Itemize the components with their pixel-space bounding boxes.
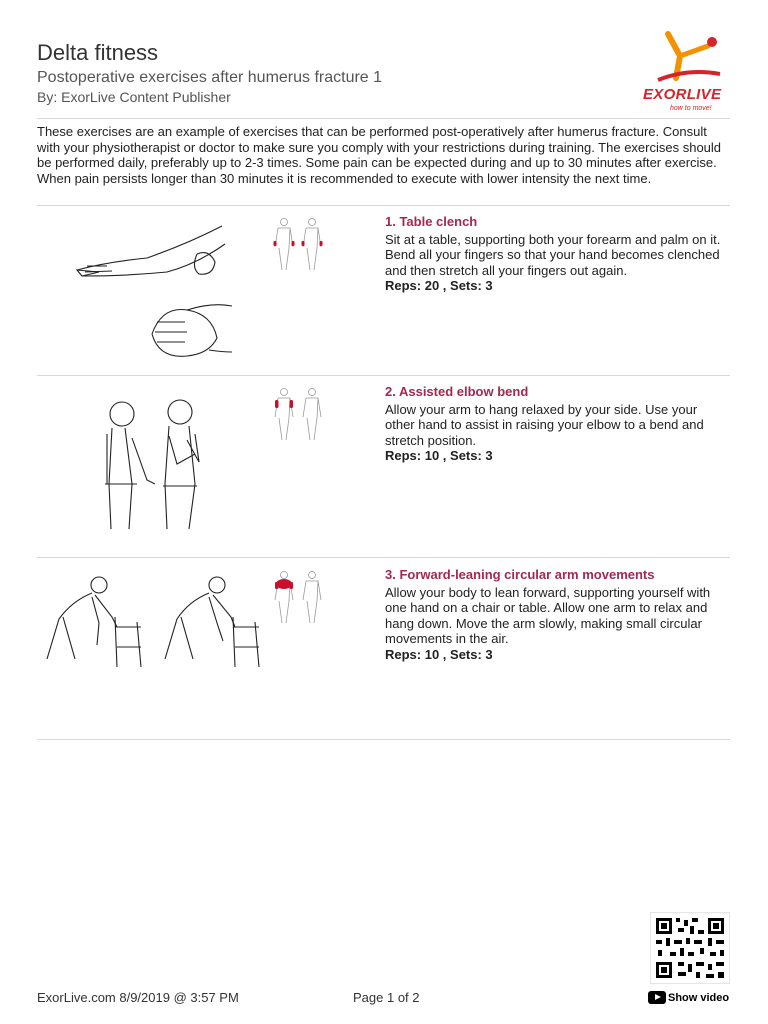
- page-subtitle: Postoperative exercises after humerus fracture 1: [37, 69, 383, 86]
- header-divider: [37, 118, 730, 119]
- exercise-1-reps: Reps: 20 , Sets: 3: [385, 278, 493, 293]
- exercise-3-text: [385, 567, 730, 662]
- footer-page-number: Page 1 of 2: [353, 990, 420, 1005]
- intro-paragraph: These exercises are an example of exercises that can be performed post-operatively after humerus fracture. Consult with your physiotherapist or doctor to make sure you comply with your restrictions during training. The exercises should be performed daily, preferably up to 2-3 times. Some pain can be expected during and up to 30 minutes after exercise. When pain persists longer than 30 minutes it is recommended to execute with lower intensity the next time.: [37, 124, 722, 186]
- exercise-3-illustration: [37, 567, 267, 677]
- footer-timestamp: ExorLive.com 8/9/2019 @ 3:57 PM: [37, 990, 239, 1005]
- exercise-3-reps: Reps: 10 , Sets: 3: [385, 646, 493, 662]
- divider-1: [37, 205, 730, 206]
- author-byline: By: ExorLive Content Publisher: [37, 89, 231, 105]
- exercise-1-title: 1. Table clench: [385, 214, 478, 229]
- qr-code-icon[interactable]: [650, 912, 730, 984]
- show-video-label: Show video: [668, 991, 730, 1004]
- exercise-1-illustration: [37, 214, 237, 374]
- exercise-3-muscle-map: [269, 567, 329, 627]
- exercise-3: [37, 567, 730, 727]
- document-header: [37, 40, 727, 106]
- exercise-2-illustration: [37, 384, 237, 544]
- exercise-2-text: [385, 384, 730, 464]
- exercise-2: [37, 384, 730, 549]
- show-video-link[interactable]: [648, 991, 729, 1004]
- exercise-2-reps: Reps: 10 , Sets: 3: [385, 448, 493, 463]
- logo-tagline: how to move!: [670, 105, 712, 112]
- exercise-3-title: 3. Forward-leaning circular arm movements: [385, 567, 655, 582]
- exercise-2-muscle-map: [269, 384, 329, 444]
- exercise-3-description: Allow your body to lean forward, supporting yourself with one hand on a chair or table. Allow one arm to relax and hang down. Move the arm slowly, making small circular movements in the air.: [385, 584, 711, 646]
- exercise-1-description: Sit at a table, supporting both your forearm and palm on it. Bend all your fingers so that your hand becomes clenched and then stretch all your fingers out again.: [385, 231, 721, 278]
- divider-4: [37, 739, 730, 740]
- exorlive-logo: [638, 28, 728, 118]
- exercise-2-title: 2. Assisted elbow bend: [385, 384, 529, 399]
- logo-wordmark: EXORLIVE: [643, 86, 722, 103]
- play-icon: [648, 991, 666, 1004]
- logo-figure-icon: [638, 28, 728, 88]
- exercise-1-muscle-map: [269, 214, 329, 274]
- exercise-1-text: [385, 214, 730, 294]
- page-title: Delta fitness: [37, 40, 159, 65]
- exercise-1: [37, 214, 730, 374]
- divider-3: [37, 557, 730, 558]
- exercise-2-description: Allow your arm to hang relaxed by your side. Use your other hand to assist in raising your elbow to a bend and stretch position.: [385, 401, 704, 448]
- divider-2: [37, 375, 730, 376]
